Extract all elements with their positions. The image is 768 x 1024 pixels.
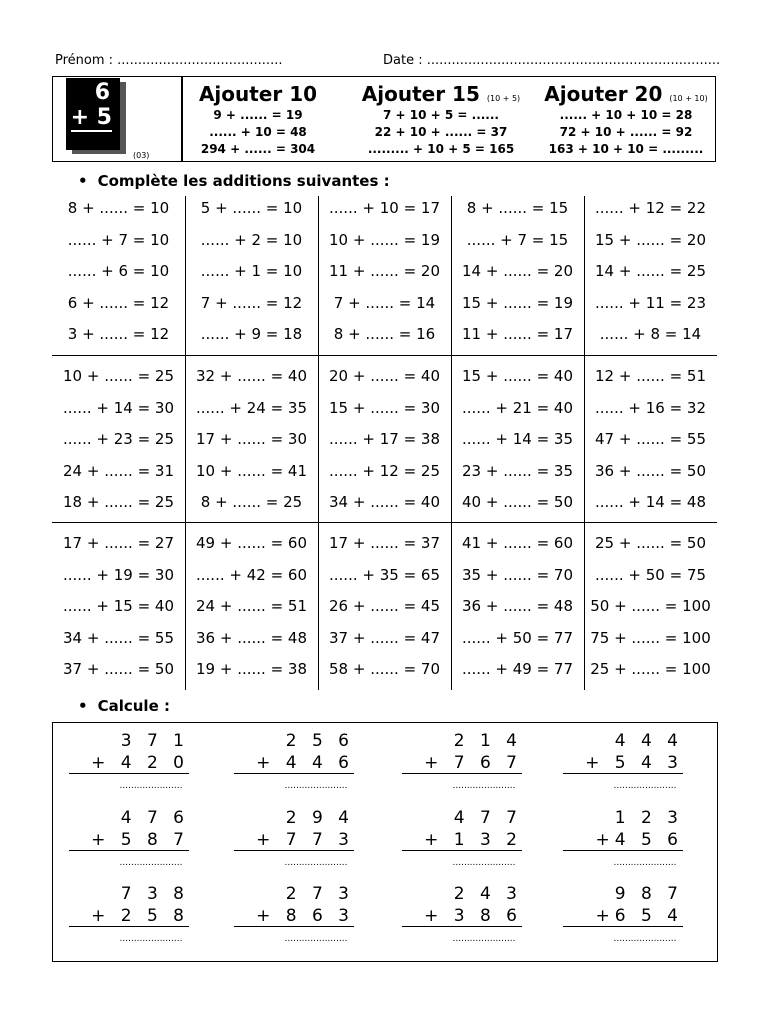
addend-top: 3 7 1: [120, 731, 189, 751]
exercise-cell[interactable]: 8 + ...... = 16: [333, 325, 436, 343]
exercise-cell[interactable]: ...... + 19 = 30: [63, 565, 174, 584]
bullet: •: [78, 697, 88, 715]
exercise-cell[interactable]: 36 + ...... = 50: [595, 461, 706, 480]
column-exercise[interactable]: ......... + 10 + 5 = 165: [367, 142, 515, 156]
section-title-text: Complète les additions suivantes :: [97, 172, 390, 190]
exercise-cell[interactable]: 23 + ...... = 35: [462, 461, 573, 480]
exercise-cell[interactable]: 7 + ...... = 14: [333, 293, 436, 312]
answer-field[interactable]: ......................: [613, 781, 677, 791]
exercise-cell[interactable]: ...... + 8 = 14: [599, 325, 702, 343]
exercise-cell[interactable]: ...... + 14 = 48: [595, 493, 706, 511]
column-exercise[interactable]: 9 + ...... = 19: [213, 108, 303, 122]
exercise-cell[interactable]: ...... + 49 = 77: [462, 660, 573, 678]
addend-top: 2 7 3: [285, 884, 354, 904]
exercise-cell[interactable]: 58 + ...... = 70: [329, 660, 440, 678]
exercise-cell[interactable]: ...... + 9 = 18: [200, 325, 303, 343]
exercise-cell[interactable]: 37 + ...... = 50: [63, 660, 174, 678]
exercise-cell[interactable]: 14 + ...... = 25: [595, 262, 706, 280]
exercise-cell[interactable]: ...... + 10 = 17: [329, 199, 440, 217]
exercise-cell[interactable]: ...... + 35 = 65: [329, 565, 440, 584]
exercise-cell[interactable]: 14 + ...... = 20: [462, 262, 573, 280]
column-divider: [318, 196, 319, 690]
exercise-cell[interactable]: 15 + ...... = 19: [462, 293, 573, 312]
column-divider: [185, 196, 186, 690]
exercise-cell[interactable]: 41 + ...... = 60: [462, 534, 573, 552]
addend-top: 2 9 4: [285, 808, 354, 828]
column-note: (10 + 10): [669, 94, 708, 103]
exercise-cell[interactable]: 37 + ...... = 47: [329, 628, 440, 647]
answer-field[interactable]: ......................: [284, 858, 348, 868]
exercise-cell[interactable]: ...... + 21 = 40: [462, 398, 573, 417]
column-divider: [584, 196, 585, 690]
addend-bottom: + 7 6 7: [402, 753, 522, 774]
addend-bottom: + 4 2 0: [69, 753, 189, 774]
exercise-cell[interactable]: 47 + ...... = 55: [595, 430, 706, 448]
exercise-cell[interactable]: ...... + 14 = 30: [63, 398, 174, 417]
exercise-cell[interactable]: 15 + ...... = 30: [329, 398, 440, 417]
column-exercise[interactable]: 22 + 10 + ...... = 37: [374, 125, 508, 139]
exercise-cell[interactable]: 6 + ...... = 12: [67, 293, 170, 312]
exercise-cell[interactable]: ...... + 11 = 23: [595, 293, 706, 312]
exercise-cell[interactable]: 8 + ...... = 10: [67, 199, 170, 217]
exercise-cell[interactable]: 8 + ...... = 25: [200, 493, 303, 511]
addend-top: 4 7 7: [453, 808, 522, 828]
addend-bottom: + 5 8 7: [69, 830, 189, 851]
exercise-cell[interactable]: 11 + ...... = 20: [329, 262, 440, 280]
addend-top: 2 5 6: [285, 731, 354, 751]
sheet-code: (03): [133, 151, 150, 160]
row-divider: [52, 522, 717, 523]
exercise-cell[interactable]: 12 + ...... = 51: [595, 367, 706, 385]
addend-bottom: +4 5 6: [563, 830, 683, 851]
exercise-cell[interactable]: ...... + 12 = 22: [595, 199, 706, 217]
exercise-cell[interactable]: 50 + ...... = 100: [590, 597, 711, 615]
exercise-cell[interactable]: ...... + 17 = 38: [329, 430, 440, 448]
column-title-text: Ajouter 20: [544, 82, 663, 106]
date-field[interactable]: Date : .......................................................................: [383, 53, 721, 68]
exercise-cell[interactable]: ...... + 6 = 10: [67, 262, 170, 280]
addend-top: 2 4 3: [453, 884, 522, 904]
addend-bottom: + 1 3 2: [402, 830, 522, 851]
addend-top: 4 7 6: [120, 808, 189, 828]
exercise-cell[interactable]: 17 + ...... = 37: [329, 534, 440, 552]
bullet: •: [78, 172, 88, 190]
addend-top: 7 3 8: [120, 884, 189, 904]
addend-top: 9 8 7: [614, 884, 683, 904]
prenom-field[interactable]: Prénom : ........................................: [55, 53, 283, 68]
addend-bottom: + 2 5 8: [69, 906, 189, 927]
answer-field[interactable]: ......................: [452, 858, 516, 868]
column-title-text: Ajouter 10: [198, 82, 318, 106]
column-exercise[interactable]: 7 + 10 + 5 = ......: [383, 108, 499, 122]
card-top-number: 6: [94, 80, 110, 105]
exercise-cell[interactable]: 40 + ...... = 50: [462, 493, 573, 511]
answer-field[interactable]: ......................: [452, 934, 516, 944]
column-exercise[interactable]: ...... + 10 + 10 = 28: [559, 108, 693, 122]
exercise-cell[interactable]: 15 + ...... = 20: [595, 230, 706, 249]
answer-field[interactable]: ......................: [613, 934, 677, 944]
exercise-cell[interactable]: ...... + 16 = 32: [595, 398, 706, 417]
exercise-cell[interactable]: 75 + ...... = 100: [590, 628, 711, 647]
addend-bottom: + 3 8 6: [402, 906, 522, 927]
exercise-cell[interactable]: 35 + ...... = 70: [462, 565, 573, 584]
exercise-cell[interactable]: 15 + ...... = 40: [462, 367, 573, 385]
addend-bottom: +6 5 4: [563, 906, 683, 927]
answer-field[interactable]: ......................: [284, 934, 348, 944]
addend-top: 4 4 4: [614, 731, 683, 751]
answer-field[interactable]: ......................: [119, 781, 183, 791]
exercise-cell[interactable]: 32 + ...... = 40: [196, 367, 307, 385]
exercise-cell[interactable]: ...... + 24 = 35: [196, 398, 307, 417]
exercise-cell[interactable]: ...... + 1 = 10: [200, 262, 303, 280]
exercise-cell[interactable]: ...... + 12 = 25: [329, 461, 440, 480]
exercise-cell[interactable]: ...... + 7 = 10: [67, 230, 170, 249]
exercise-cell[interactable]: 8 + ...... = 15: [466, 199, 569, 217]
answer-field[interactable]: ......................: [119, 934, 183, 944]
exercise-cell[interactable]: 26 + ...... = 45: [329, 597, 440, 615]
exercise-cell[interactable]: 17 + ...... = 27: [63, 534, 174, 552]
column-title-text: Ajouter 15: [361, 82, 480, 106]
answer-field[interactable]: ......................: [284, 781, 348, 791]
exercise-cell[interactable]: ...... + 50 = 77: [462, 628, 573, 647]
card-bottom-number: + 5: [70, 105, 112, 130]
exercise-cell[interactable]: 34 + ...... = 40: [329, 493, 440, 511]
section-calcule-title: [78, 697, 170, 715]
column-exercise[interactable]: 294 + ...... = 304: [200, 142, 316, 156]
addend-bottom: + 8 6 3: [234, 906, 354, 927]
column-title: [163, 82, 353, 106]
column-note: (10 + 5): [486, 94, 521, 103]
column-title: [531, 82, 721, 106]
exercise-cell[interactable]: 25 + ...... = 50: [595, 534, 706, 552]
exercise-cell[interactable]: 10 + ...... = 25: [63, 367, 174, 385]
exercise-cell[interactable]: 20 + ...... = 40: [329, 367, 440, 385]
column-title: [346, 82, 536, 106]
exercise-cell[interactable]: 10 + ...... = 41: [196, 461, 307, 480]
addition-card: [66, 78, 120, 150]
section-complete-title: [78, 172, 390, 190]
exercise-cell[interactable]: ...... + 50 = 75: [595, 565, 706, 584]
exercise-cell[interactable]: 36 + ...... = 48: [462, 597, 573, 615]
addend-top: 2 1 4: [453, 731, 522, 751]
exercise-cell[interactable]: ...... + 23 = 25: [63, 430, 174, 448]
column-exercise[interactable]: 72 + 10 + ...... = 92: [559, 125, 693, 139]
exercise-cell[interactable]: 3 + ...... = 12: [67, 325, 170, 343]
exercise-cell[interactable]: 7 + ...... = 12: [200, 293, 303, 312]
exercise-cell[interactable]: 18 + ...... = 25: [63, 493, 174, 511]
exercise-cell[interactable]: 11 + ...... = 17: [462, 325, 573, 343]
exercise-cell[interactable]: 5 + ...... = 10: [200, 199, 303, 217]
addend-bottom: + 4 4 6: [234, 753, 354, 774]
answer-field[interactable]: ......................: [119, 858, 183, 868]
exercise-cell[interactable]: 25 + ...... = 100: [590, 660, 711, 678]
answer-field[interactable]: ......................: [613, 858, 677, 868]
section-title-text: Calcule :: [97, 697, 170, 715]
exercise-cell[interactable]: ...... + 2 = 10: [200, 230, 303, 249]
exercise-cell[interactable]: 24 + ...... = 31: [63, 461, 174, 480]
exercise-cell[interactable]: ...... + 7 = 15: [466, 230, 569, 249]
column-divider: [451, 196, 452, 690]
addend-top: 1 2 3: [614, 808, 683, 828]
exercise-cell[interactable]: 34 + ...... = 55: [63, 628, 174, 647]
exercise-cell[interactable]: 36 + ...... = 48: [196, 628, 307, 647]
exercise-cell[interactable]: ...... + 15 = 40: [63, 597, 174, 615]
exercise-cell[interactable]: 17 + ...... = 30: [196, 430, 307, 448]
exercise-cell[interactable]: ...... + 42 = 60: [196, 565, 307, 584]
column-exercise[interactable]: ...... + 10 = 48: [209, 125, 307, 139]
row-divider: [52, 355, 717, 356]
exercise-cell[interactable]: 49 + ...... = 60: [196, 534, 307, 552]
exercise-cell[interactable]: ...... + 14 = 35: [462, 430, 573, 448]
exercise-cell[interactable]: 10 + ...... = 19: [329, 230, 440, 249]
addend-bottom: + 7 7 3: [234, 830, 354, 851]
exercise-cell[interactable]: 19 + ...... = 38: [196, 660, 307, 678]
answer-field[interactable]: ......................: [452, 781, 516, 791]
column-exercise[interactable]: 163 + 10 + 10 = .........: [548, 142, 704, 156]
addend-bottom: + 5 4 3: [563, 753, 683, 774]
exercise-cell[interactable]: 24 + ...... = 51: [196, 597, 307, 615]
